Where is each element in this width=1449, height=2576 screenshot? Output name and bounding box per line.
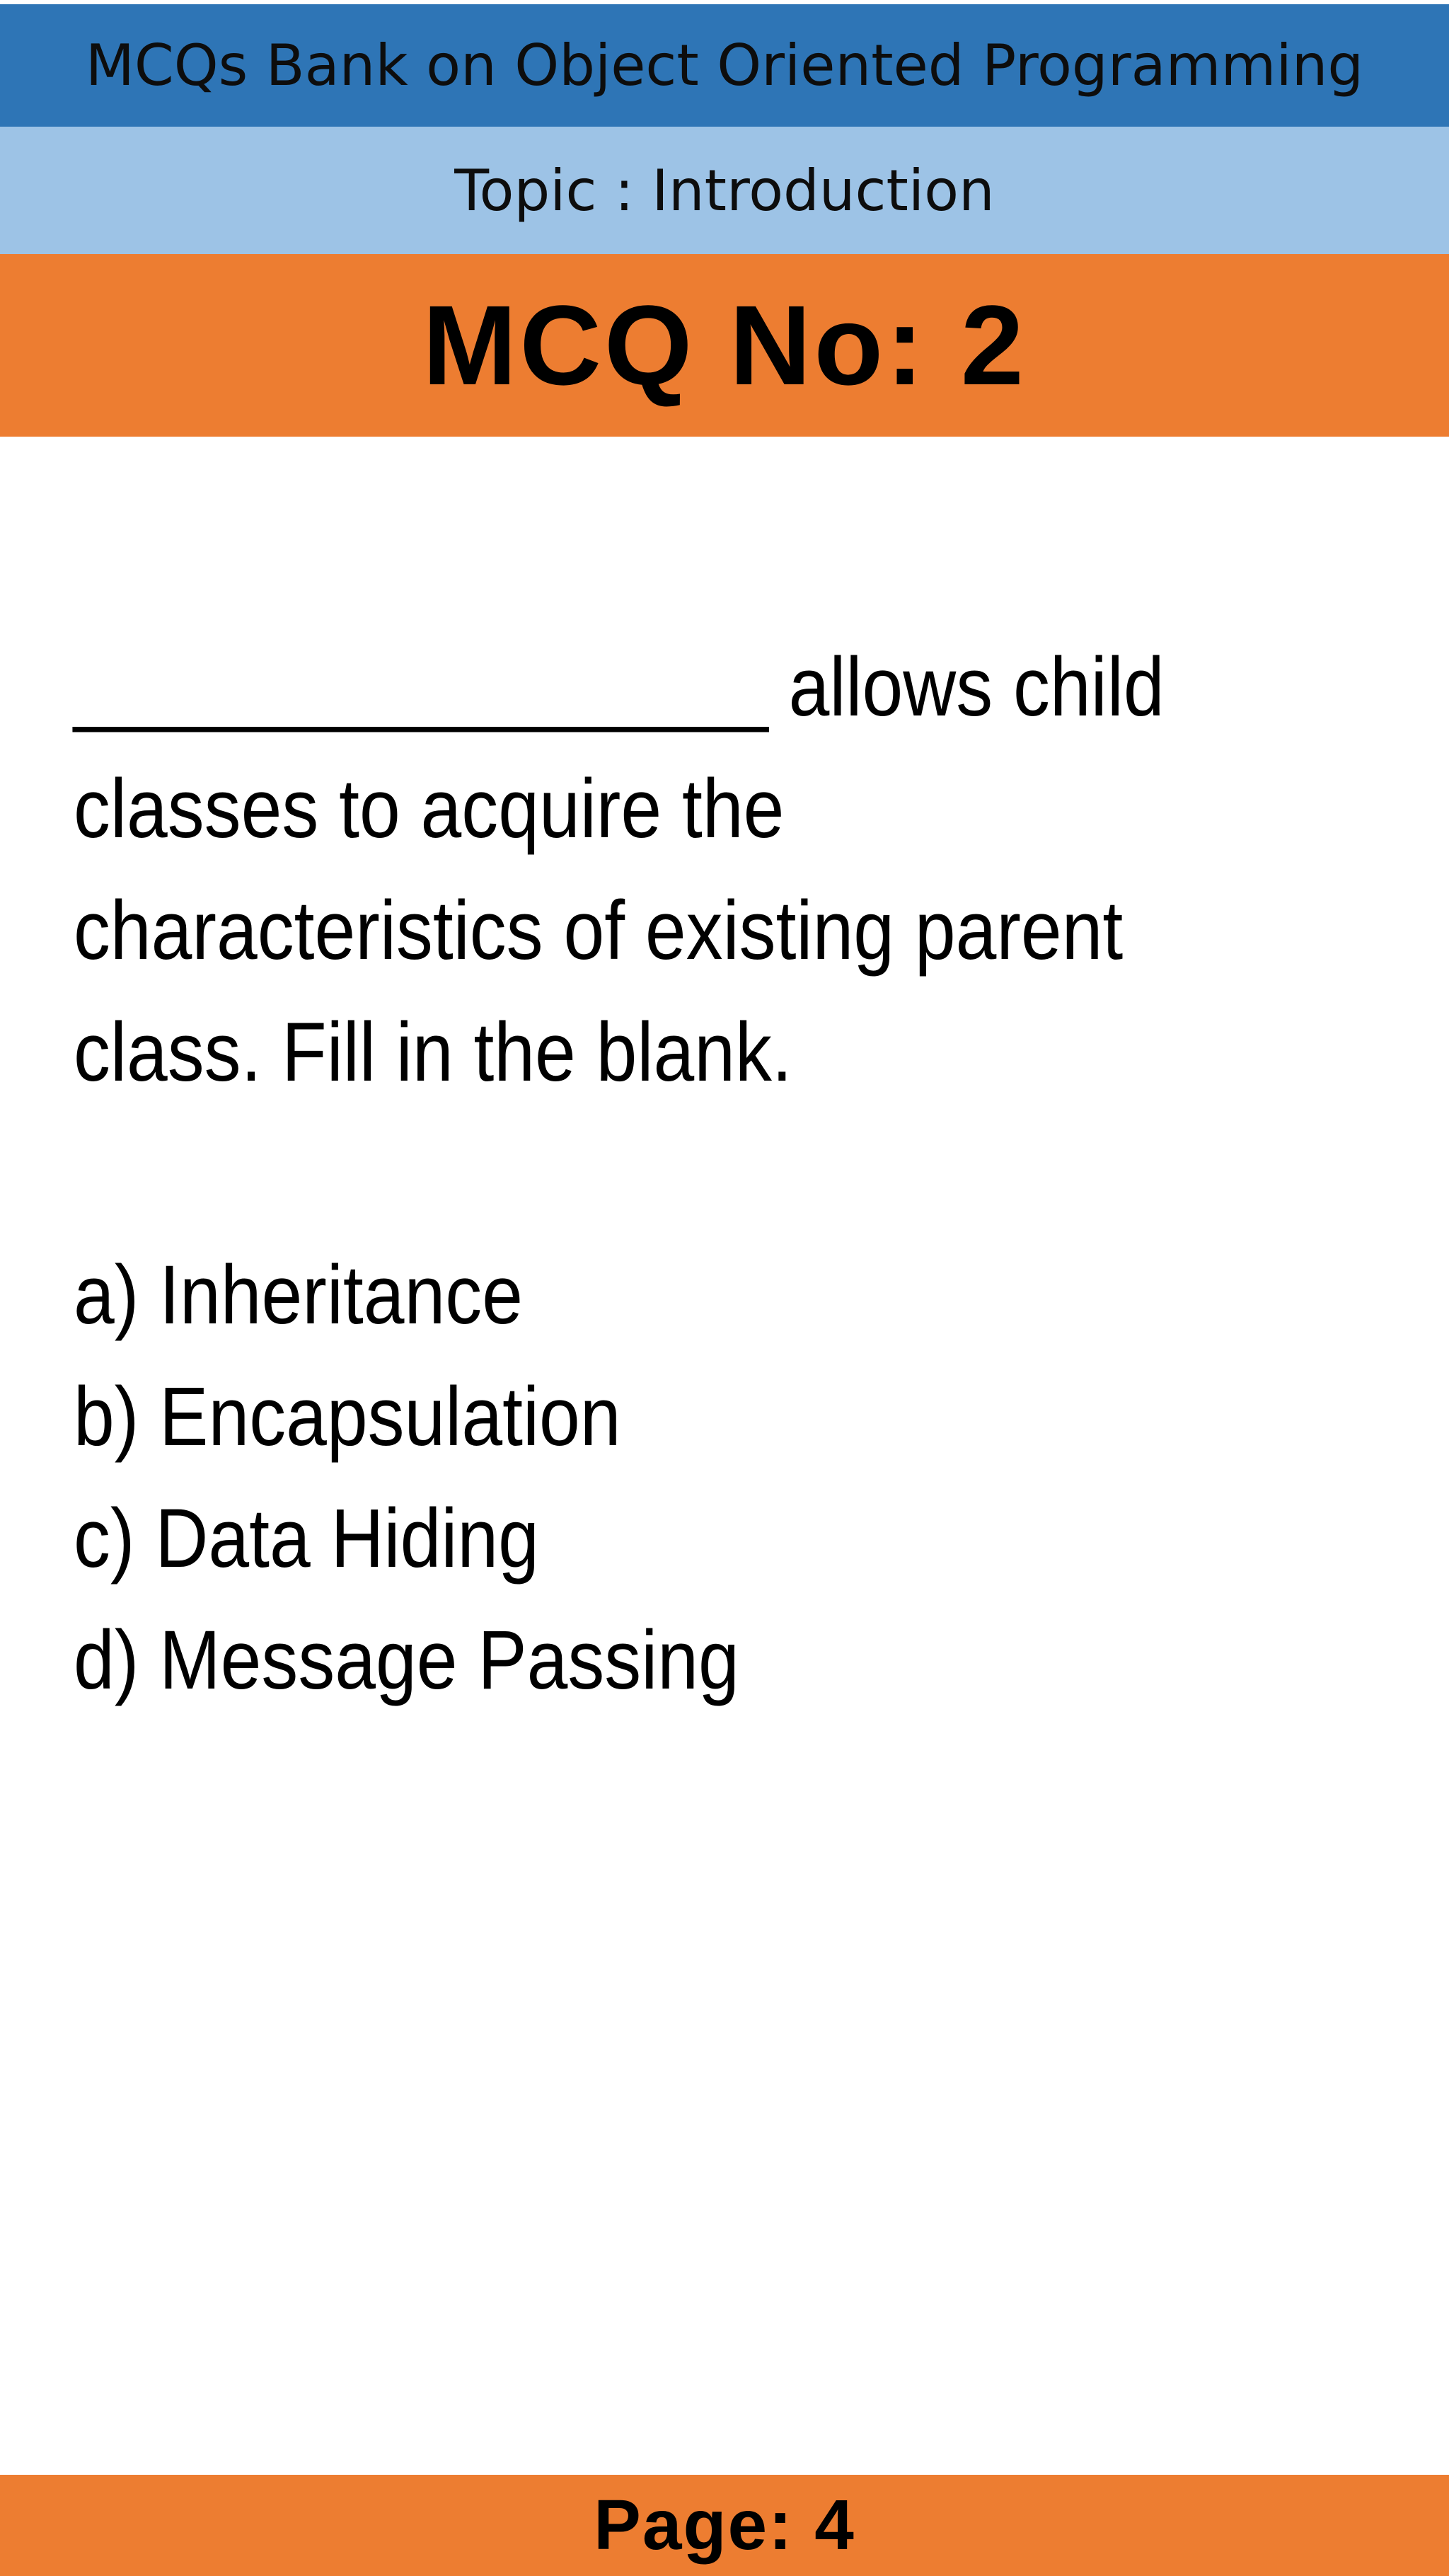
question-text: _________________ allows child classes to acquire the characteristics of existing parent class. Fill in the blank. xyxy=(74,640,1165,1099)
option-c: c) Data Hiding xyxy=(74,1492,539,1585)
page-number: Page: 4 xyxy=(594,2485,855,2565)
option-b: b) Encapsulation xyxy=(74,1370,621,1464)
mcq-number-banner xyxy=(0,254,1449,437)
answer-options xyxy=(74,1234,1244,1721)
footer-banner xyxy=(0,2475,1449,2576)
topic-banner xyxy=(0,127,1449,254)
option-d: d) Message Passing xyxy=(74,1614,739,1707)
topic-label: Topic : Introduction xyxy=(454,157,995,224)
header-banner xyxy=(0,4,1449,127)
option-a: a) Inheritance xyxy=(74,1248,523,1342)
mcq-number: MCQ No: 2 xyxy=(422,282,1027,408)
header-title: MCQs Bank on Object Oriented Programming xyxy=(85,33,1364,98)
